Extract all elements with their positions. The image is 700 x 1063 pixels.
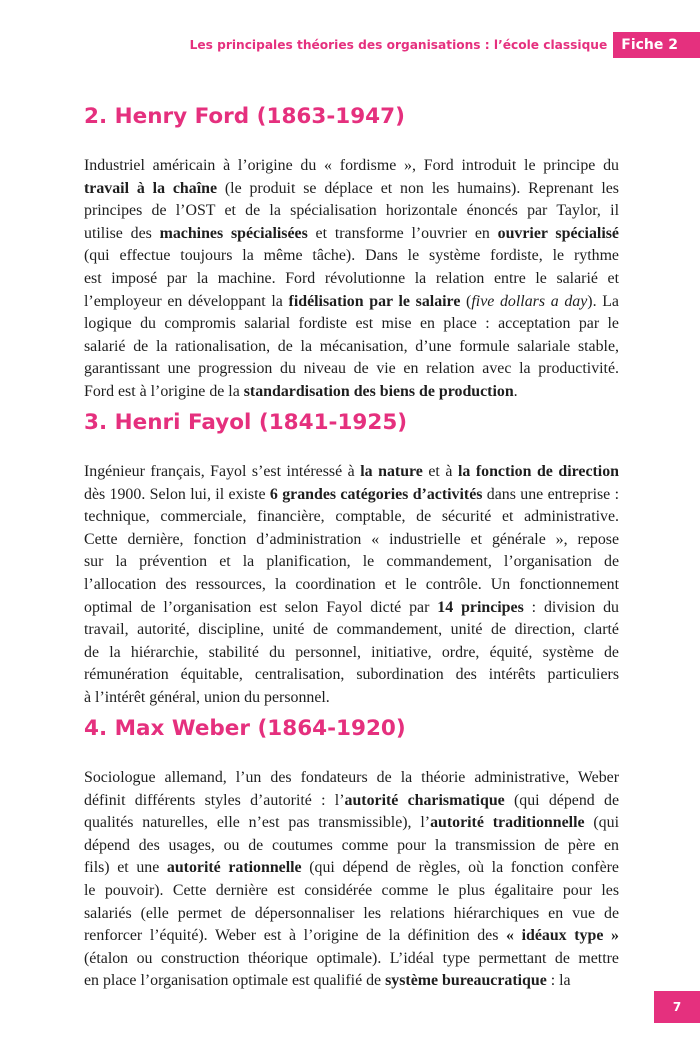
- text-run: (: [460, 292, 472, 310]
- section-henry-ford: [84, 101, 619, 404]
- text-run: : division du: [523, 598, 619, 616]
- text-line: [84, 619, 619, 642]
- bold-term: autorité traditionnelle: [430, 814, 585, 832]
- text-line: [84, 529, 619, 552]
- text-run: renforcer l’équité). Weber est à l’origine de la définition des: [84, 927, 507, 945]
- bold-term: 6 grandes catégories d’activités: [269, 485, 483, 503]
- text-line: [84, 925, 619, 948]
- text-run: ). La: [587, 292, 619, 310]
- text-run: Industriel américain à l’origine du « fordisme », Ford introduit le principe du: [84, 157, 619, 174]
- bold-term: fidélisation par le salaire: [288, 292, 461, 310]
- text-line: [84, 268, 619, 291]
- text-line: [84, 336, 619, 359]
- text-run: logique du compromis salarial fordiste est mise en place : acceptation par le: [84, 315, 619, 333]
- text-line: [84, 178, 619, 201]
- bold-term: 14 principes: [437, 598, 524, 616]
- text-line: [84, 903, 619, 926]
- text-line: [84, 857, 619, 880]
- bold-term: standardisation des biens de production: [243, 382, 514, 400]
- text-line: [84, 200, 619, 223]
- text-run: salarié de la rationalisation, de la mécanisation, d’une formule salariale stable,: [84, 337, 619, 355]
- text-line: [84, 574, 619, 597]
- text-run: dès 1900. Selon lui, il existe: [84, 485, 270, 503]
- text-run: de la hiérarchie, stabilité du personnel, initiative, ordre, équité, système de: [84, 643, 619, 661]
- text-run: et transforme l’ouvrier en: [307, 224, 498, 242]
- bold-term: machines spécialisées: [159, 224, 308, 242]
- text-run: l’allocation des ressources, la coordination et le contrôle. Un fonctionnement: [84, 575, 619, 593]
- text-run: dépend des usages, ou de coutumes comme pour la transmission de père en: [84, 836, 619, 854]
- bold-term: autorité rationnelle: [166, 859, 302, 877]
- text-line: [84, 948, 619, 971]
- text-run: Cette dernière, fonction d’administration « industrielle et générale », repose: [84, 530, 619, 548]
- text-line: [84, 687, 619, 710]
- text-run: salariés (elle permet de dépersonnaliser les relations hiérarchiques en vue de: [84, 904, 619, 922]
- text-run: Ingénieur français, Fayol s’est intéressé à: [84, 463, 361, 480]
- fiche-badge: Fiche 2: [613, 32, 700, 58]
- text-run: (qui dépend de: [504, 791, 619, 809]
- bold-term: la nature: [360, 463, 423, 480]
- text-line: [84, 642, 619, 665]
- text-run: (étalon ou construction théorique optimale). L’idéal type permettant de mettre: [84, 949, 619, 967]
- text-run: travail, autorité, discipline, unité de commandement, unité de direction, clarté: [84, 621, 619, 639]
- text-line: [84, 664, 619, 687]
- page-number: 7: [654, 991, 700, 1023]
- text-line: [84, 313, 619, 336]
- text-line: [84, 245, 619, 268]
- text-run: Sociologue allemand, l’un des fondateurs de la théorie administrative, Weber: [84, 769, 619, 786]
- bold-term: « idéaux type »: [506, 927, 619, 945]
- text-run: l’employeur en développant la: [84, 292, 289, 310]
- text-line: [84, 506, 619, 529]
- text-line: [84, 790, 619, 813]
- section-body: [84, 767, 619, 993]
- bold-term: la fonction de direction: [457, 463, 619, 480]
- section-henri-fayol: [84, 407, 619, 710]
- text-run: fils) et une: [84, 859, 167, 877]
- text-run: est imposé par la machine. Ford révolutionne la relation entre le salarié et: [84, 269, 619, 287]
- text-run: : la: [546, 972, 571, 990]
- running-header-title: Les principales théories des organisations : l’école classique: [189, 38, 608, 52]
- text-run: garantissant une progression du niveau de vie en relation avec la productivité.: [84, 360, 619, 378]
- text-run: Ford est à l’origine de la: [84, 382, 244, 400]
- running-header: [190, 32, 700, 58]
- text-line: [84, 551, 619, 574]
- text-run: principes de l’OST et de la spécialisation horizontale énoncés par Taylor, il: [84, 202, 619, 220]
- bold-term: travail à la chaîne: [84, 179, 218, 197]
- text-run: sur la prévention et la planification, le commandement, l’organisation de: [84, 553, 619, 571]
- text-line: [84, 812, 619, 835]
- section-heading: 4. Max Weber (1864-1920): [84, 716, 406, 741]
- text-run: (qui: [584, 814, 619, 832]
- bold-term: système bureaucratique: [385, 972, 547, 990]
- text-run: (qui dépend de règles, où la fonction confère: [301, 859, 619, 877]
- text-run: à l’intérêt général, union du personnel.: [84, 688, 330, 706]
- text-line: [84, 880, 619, 903]
- text-line: [84, 597, 619, 620]
- bold-term: autorité charismatique: [344, 791, 505, 809]
- section-body: [84, 155, 619, 404]
- text-line: [84, 291, 619, 314]
- section-heading: 3. Henri Fayol (1841-1925): [84, 410, 408, 435]
- text-line: [84, 970, 619, 993]
- text-line: [84, 155, 619, 178]
- text-run: en place l’organisation optimale est qualifié de: [84, 972, 386, 990]
- text-line: [84, 223, 619, 246]
- bold-term: ouvrier spécialisé: [497, 224, 619, 242]
- text-line: [84, 835, 619, 858]
- text-run: et à: [422, 463, 458, 480]
- text-run: technique, commerciale, financière, comptable, de sécurité et administrative.: [84, 508, 619, 526]
- text-run: définit différents styles d’autorité : l’: [84, 791, 345, 809]
- text-line: [84, 767, 619, 790]
- text-run: .: [513, 382, 518, 400]
- text-line: [84, 461, 619, 484]
- text-run: optimal de l’organisation est selon Fayol dicté par: [84, 598, 438, 616]
- section-heading: 2. Henry Ford (1863-1947): [84, 104, 405, 129]
- text-run: dans une entreprise :: [482, 485, 619, 503]
- text-run: le pouvoir). Cette dernière est considérée comme le plus égalitaire pour les: [84, 881, 619, 899]
- text-run: (qui effectue toujours la même tâche). Dans le système fordiste, le rythme: [84, 247, 619, 265]
- text-line: [84, 381, 619, 404]
- section-max-weber: [84, 713, 619, 993]
- section-body: [84, 461, 619, 710]
- text-run: (le produit se déplace et non les humains). Reprenant les: [217, 179, 619, 197]
- text-line: [84, 358, 619, 381]
- italic-text: five dollars a day: [471, 292, 588, 310]
- text-line: [84, 484, 619, 507]
- text-run: rémunération équitable, centralisation, subordination des intérêts particuliers: [84, 666, 619, 684]
- text-run: utilise des: [84, 224, 160, 242]
- text-run: qualités naturelles, elle n’est pas transmissible), l’: [84, 814, 431, 832]
